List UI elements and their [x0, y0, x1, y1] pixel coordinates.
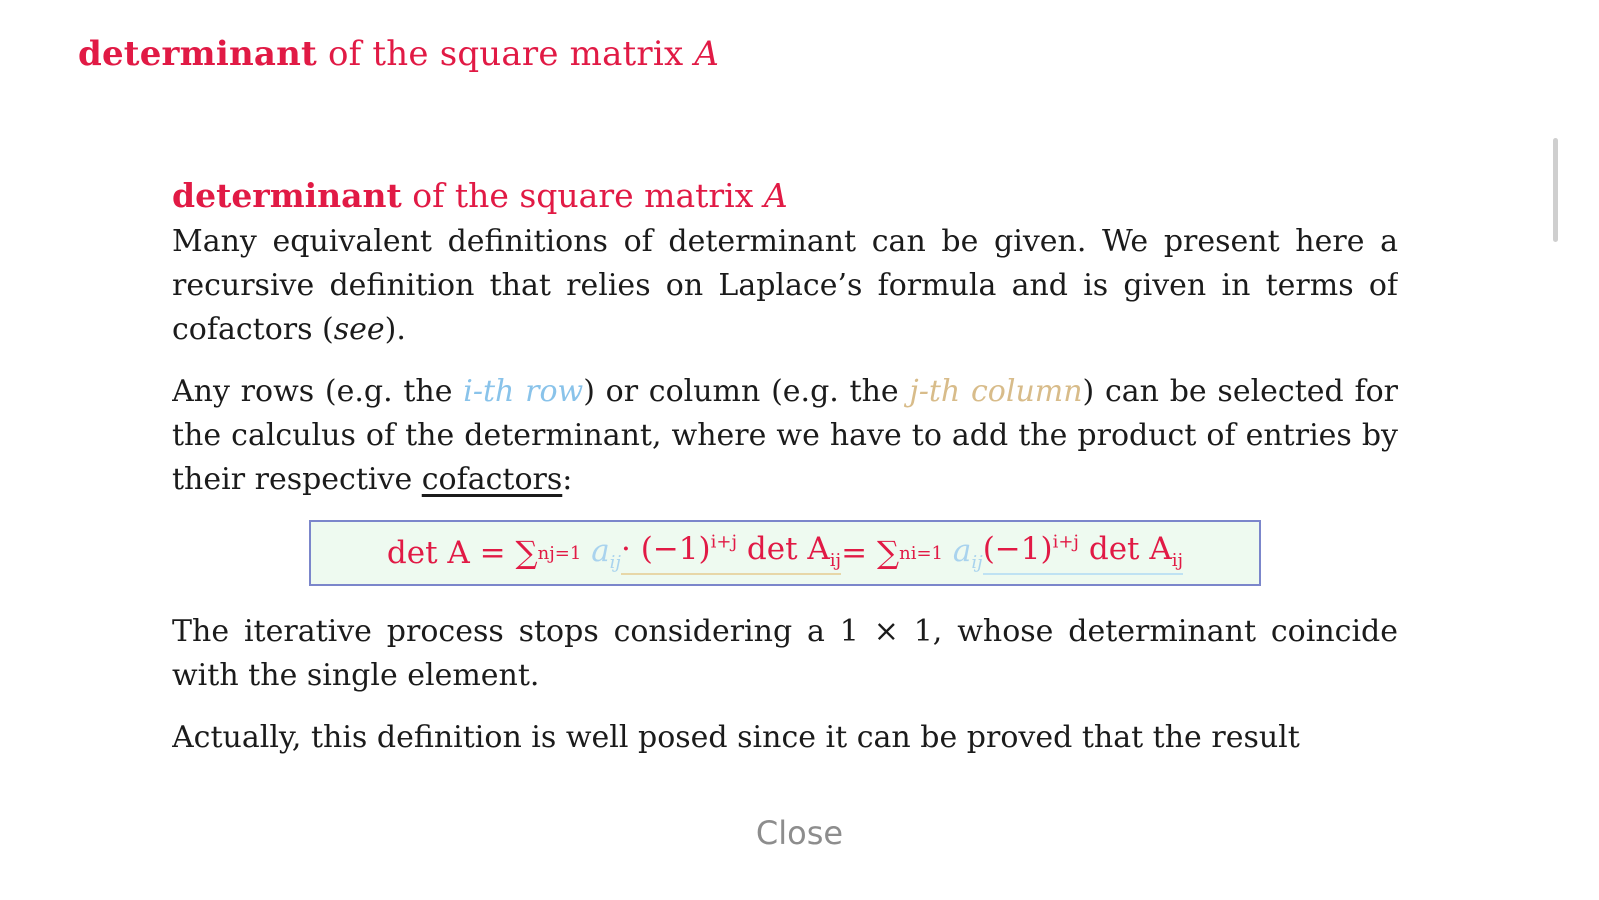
entry-title [172, 172, 1398, 220]
a-term-1-sub: ij [609, 552, 622, 574]
a-term-2-sub: ij [971, 552, 983, 574]
cofactors-link[interactable]: cofactors [421, 462, 563, 497]
laplace-formula [309, 520, 1261, 586]
p1-end: ). [384, 312, 406, 347]
cofactor-2-sub: ij [1171, 550, 1184, 572]
page-title [78, 34, 719, 74]
paragraph-definition [172, 220, 1398, 352]
cofactor-2-det: det A [1079, 531, 1172, 568]
scrollbar[interactable] [1553, 138, 1558, 242]
p1-text: Many equivalent definitions of determinant can be given. We present here a recursive definition that relies on Laplace’s formula and is given in terms of cofactors ( [172, 224, 1398, 347]
p2-c: ) can be selected for the calculus of the determinant, where we have to add the product of entries by their respective [172, 374, 1398, 497]
p2-b: ) or column (e.g. the [583, 374, 910, 409]
formula-a-term-2[interactable] [953, 533, 983, 573]
cofactor-2-exp: i+j [1052, 532, 1079, 554]
p2-d: : [562, 462, 573, 497]
cofactor-1-exp: i+j [710, 532, 738, 554]
title-rest: of the square matrix [327, 34, 684, 74]
entry-title-term: determinant [172, 176, 402, 215]
a-term-1-letter: a [591, 532, 610, 569]
formula-a-term-1[interactable] [591, 533, 621, 573]
formula-container [172, 520, 1398, 586]
sum1-sub: j=1 [549, 542, 582, 564]
formula-eq2: = ∑ [841, 535, 900, 571]
entry-title-rest: of the square matrix [412, 176, 754, 215]
sum1-sup: n [537, 542, 550, 564]
sum2-sup: n [899, 542, 911, 564]
formula-lhs: det A = ∑ [386, 535, 538, 571]
title-term: determinant [78, 34, 317, 74]
formula-cofactor-2[interactable] [983, 531, 1183, 574]
paragraph-iterative: The iterative process stops considering a 1 × 1, whose determinant coincide with the single element. [172, 614, 1398, 693]
j-th-column-link[interactable]: j-th column [909, 374, 1083, 409]
a-term-2-letter: a [952, 532, 972, 569]
close-button[interactable]: Close [755, 814, 844, 852]
entry-content [172, 172, 1398, 792]
formula-cofactor-1[interactable] [621, 531, 841, 574]
see-link[interactable]: see [333, 312, 385, 347]
cofactor-2-sign: (−1) [982, 531, 1053, 568]
paragraph-rows-columns [172, 370, 1398, 502]
cofactor-1-sign: · (−1) [621, 531, 711, 568]
entry-title-var: A [763, 176, 788, 215]
paragraph-well-posed: Actually, this definition is well posed since it can be proved that the result [172, 720, 1300, 755]
cofactor-1-sub: ij [829, 550, 842, 572]
title-var: A [694, 34, 720, 74]
p2-a: Any rows (e.g. the [172, 374, 464, 409]
sum2-sub: i=1 [910, 542, 943, 564]
cofactor-1-det: det A [737, 531, 830, 568]
i-th-row-link[interactable]: i-th row [463, 374, 584, 409]
